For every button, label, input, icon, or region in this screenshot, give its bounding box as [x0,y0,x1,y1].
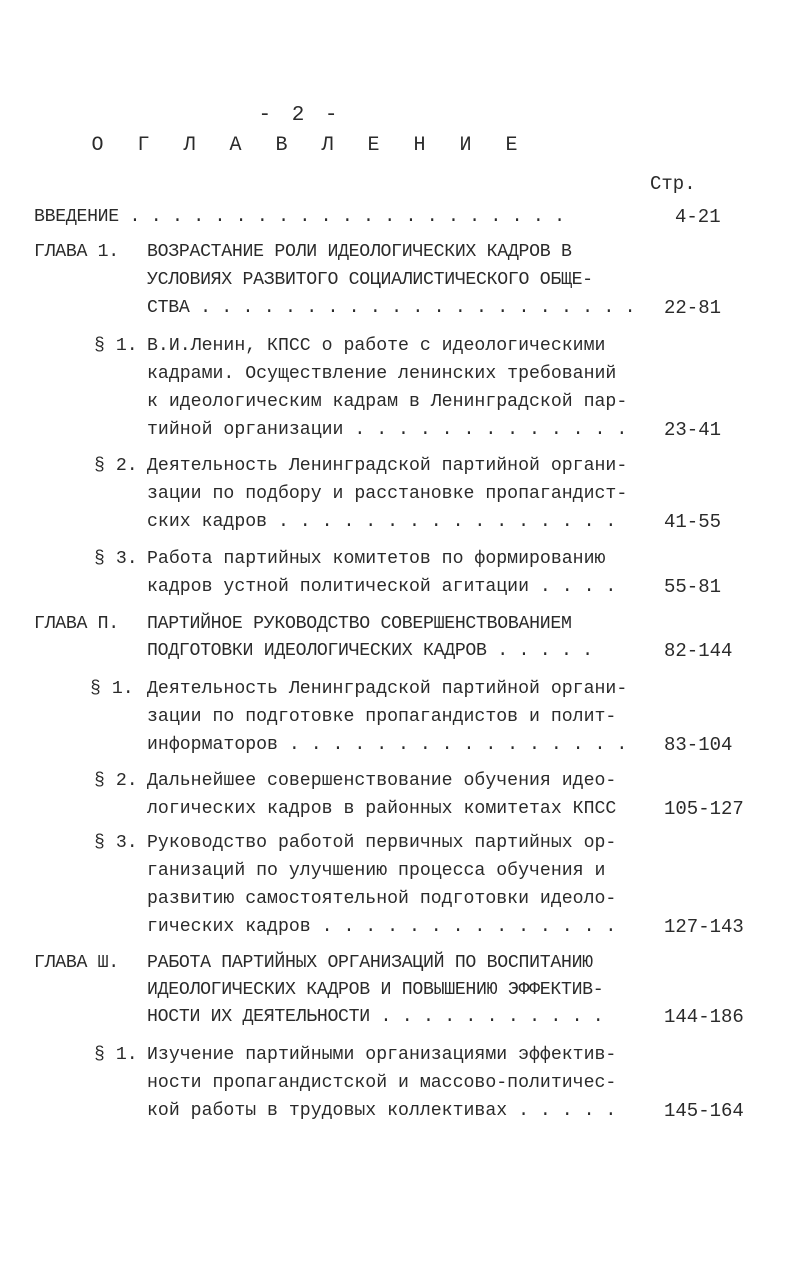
toc-entry-label: § 1. [90,679,134,699]
toc-entry-label: § 2. [94,771,138,791]
toc-entry-text: логических кадров в районных комитетах КПСС [147,799,617,819]
toc-entry-text: ских кадров . . . . . . . . . . . . . . . . [147,512,617,532]
toc-entry-text: гических кадров . . . . . . . . . . . . . . [147,917,617,937]
toc-entry-pages: 145-164 [664,1100,744,1122]
toc-entry-label: ГЛАВА Ш. [34,953,119,973]
toc-entry-text: зации по подбору и расстановке пропагандист- [147,484,628,504]
toc-entry-pages: 82-144 [664,640,733,662]
toc-entry-text: ганизаций по улучшению процесса обучения и [147,861,606,881]
toc-entry-text: ности пропагандистской и массово-политичес- [147,1073,617,1093]
toc-entry-label: § 1. [94,336,138,356]
toc-entry-text: Руководство работой первичных партийных ор- [147,833,617,853]
page-title: О Г Л А В Л Е Н И Е [91,134,529,157]
toc-entry-label: § 1. [94,1045,138,1065]
toc-entry-label: ГЛАВА 1. [34,242,119,262]
toc-entry-text: ВОЗРАСТАНИЕ РОЛИ ИДЕОЛОГИЧЕСКИХ КАДРОВ В [147,242,572,262]
toc-entry-label: § 3. [94,549,138,569]
toc-entry-label: ГЛАВА П. [34,614,119,634]
toc-entry-text: информаторов . . . . . . . . . . . . . . . . [147,735,628,755]
toc-entry-text: Деятельность Ленинградской партийной органи- [147,456,628,476]
toc-entry-pages: 83-104 [664,734,733,756]
toc-entry-label: § 2. [94,456,138,476]
toc-entry-text: Изучение партийными организациями эффектив- [147,1045,617,1065]
pages-header: Стр. [650,173,696,195]
toc-entry-text: кой работы в трудовых коллективах . . . . . [147,1101,617,1121]
toc-entry-pages: 55-81 [664,576,722,598]
toc-entry-text: Работа партийных комитетов по формированию [147,549,606,569]
toc-entry-text: ПАРТИЙНОЕ РУКОВОДСТВО СОВЕРШЕНСТВОВАНИЕМ [147,614,572,634]
toc-entry-text: ПОДГОТОВКИ ИДЕОЛОГИЧЕСКИХ КАДРОВ . . . . . [147,641,593,661]
toc-entry-text: НОСТИ ИХ ДЕЯТЕЛЬНОСТИ . . . . . . . . . . . [147,1007,604,1027]
toc-entry-pages: 23-41 [664,419,722,441]
toc-entry-text: Дальнейшее совершенствование обучения идео- [147,771,617,791]
toc-entry-text: зации по подготовке пропагандистов и полит- [147,707,617,727]
page-number: - 2 - [258,104,342,127]
toc-entry-pages: 41-55 [664,511,722,533]
toc-entry-text: РАБОТА ПАРТИЙНЫХ ОРГАНИЗАЦИЙ ПО ВОСПИТАНИЮ [147,953,593,973]
toc-entry-text: В.И.Ленин, КПСС о работе с идеологическими [147,336,606,356]
toc-entry-pages: 22-81 [664,297,722,319]
toc-entry-pages: 4-21 [675,206,721,228]
toc-entry-label: § 3. [94,833,138,853]
toc-entry-pages: 144-186 [664,1006,744,1028]
toc-entry-text: кадрами. Осуществление ленинских требований [147,364,617,384]
toc-entry-text: ИДЕОЛОГИЧЕСКИХ КАДРОВ И ПОВЫШЕНИЮ ЭФФЕКТИВ- [147,980,604,1000]
toc-entry-text: развитию самостоятельной подготовки идеоло- [147,889,617,909]
toc-entry-pages: 127-143 [664,916,744,938]
toc-entry-text: к идеологическим кадрам в Ленинградской пар- [147,392,628,412]
toc-entry-pages: 105-127 [664,798,744,820]
toc-entry-text: Деятельность Ленинградской партийной органи- [147,679,628,699]
toc-entry-text: тийной организации . . . . . . . . . . . . . [147,420,628,440]
toc-entry-text: ВВЕДЕНИЕ . . . . . . . . . . . . . . . . . . . . . [34,207,565,227]
toc-entry-text: УСЛОВИЯХ РАЗВИТОГО СОЦИАЛИСТИЧЕСКОГО ОБЩЕ- [147,270,593,290]
toc-entry-text: кадров устной политической агитации . . . . [147,577,617,597]
toc-entry-text: СТВА . . . . . . . . . . . . . . . . . . . . . [147,298,636,318]
